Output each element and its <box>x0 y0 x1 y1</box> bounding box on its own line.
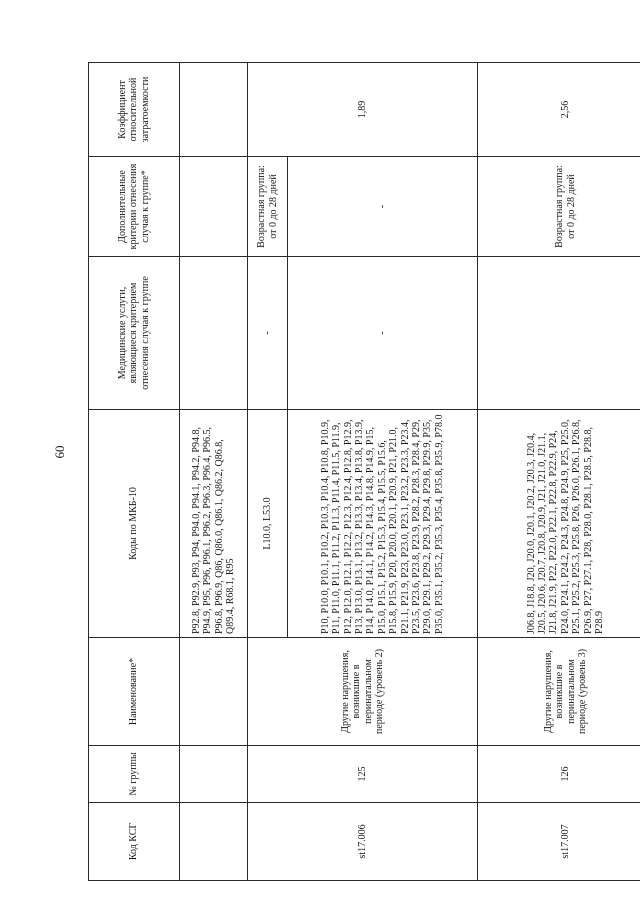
cell-criteria: Возрастная группа: от 0 до 28 дней <box>248 157 288 257</box>
cell-icd-codes: P10, P10.0, P10.1, P10.2, P10.3, P10.4, P10.8, P10.9, P11, P11.0, P11.1, P11.2, P11.3, P11.4, P11.5, P11.9, P12, P12.0, P12.1, P12.2, P12.3, P12.4, P12.8, P12.9, P13, P13.0, P13.1, P13.2, P13.3, P13.4, P13.8, P13.9, P14, P14.0, P14.1, P14.2, P14.3, P14.8, P14.9, P15, P15.0, P15.1, P15.2, P15.3, P15.4, P15.5, P15.6, P15.8, P15.9, P20, P20.0, P20.1, P20.9, P21, P21.0, P21.1, P21.9, P23, P23.0, P23.1, P23.2, P23.3, P23.4, P23.5, P23.6, P23.8, P23.9, P28.2, P28.3, P28.4, P29, P29.0, P29.1, P29.2, P29.3, P29.4, P29.8, P29.9, P35, P35.0, P35.1, P35.2, P35.3, P35.4, P35.8, P35.9, P78.0 <box>288 410 478 638</box>
table-row <box>248 63 288 881</box>
cell-services <box>180 257 248 410</box>
cell-code: st17.007 <box>478 803 640 881</box>
cell-icd-codes: P92.8, P92.9, P93, P94, P94.0, P94.1, P94.2, P94.8, P94.9, P95, P96, P96.1, P96.2, P96.3, P96.4, P96.5, P96.8, P96.9, Q86, Q86.0, Q86.1, Q86.2, Q86.8, Q89.4, R68.1, R95 <box>180 410 248 638</box>
cell-services: - <box>248 257 288 410</box>
cell-coefficient <box>180 63 248 157</box>
cell-group: 126 <box>478 746 640 803</box>
cell-name: Другие нарушения, возникшие в перинатальном периоде (уровень 3) <box>478 638 640 746</box>
cell-criteria: - <box>288 157 478 257</box>
ksg-table <box>88 62 640 881</box>
cell-group: 125 <box>248 746 478 803</box>
header-row <box>89 63 180 881</box>
cell-name: Другие нарушения, возникшие в перинатальном периоде (уровень 2) <box>248 638 478 746</box>
cell-group <box>180 746 248 803</box>
header-group-no: № группы <box>89 746 180 803</box>
cell-icd-codes: L10.0, L53.0 <box>248 410 288 638</box>
cell-services <box>478 257 640 410</box>
header-code-ksg: Код КСГ <box>89 803 180 881</box>
cell-name <box>180 638 248 746</box>
header-coefficient: Коэффициент относительной затратоемкости <box>89 63 180 157</box>
cell-coefficient: 2,56 <box>478 63 640 157</box>
cell-code: st17.006 <box>248 803 478 881</box>
ksg-table-sheet <box>88 63 640 881</box>
header-name: Наименование* <box>89 638 180 746</box>
header-services: Медицинские услуги, являющиеся критерием отнесения случая к группе <box>89 257 180 410</box>
page-number: 60 <box>52 445 67 459</box>
cell-services: - <box>288 257 478 410</box>
cell-coefficient: 1,89 <box>248 63 478 157</box>
cell-icd-codes: J06.8, J18.8, J20, J20.0, J20.1, J20.2, J20.3, J20.4, J20.5, J20.6, J20.7, J20.8, J20.9, J21, J21.0, J21.1, J21.8, J21.9, P22, P22.0, P22.1, P22.8, P22.9, P24, P24.0, P24.1, P24.2, P24.3, P24.8, P24.9, P25, P25.0, P25.1, P25.2, P25.3, P25.8, P26, P26.0, P26.1, P26.8, P26.9, P27, P27.1, P28, P28.0, P28.1, P28.5, P28.8, P28.9 <box>478 410 640 638</box>
header-icd-codes: Коды по МКБ-10 <box>89 410 180 638</box>
cell-code <box>180 803 248 881</box>
table-row <box>478 63 640 881</box>
cell-criteria: Возрастная группа: от 0 до 28 дней <box>478 157 640 257</box>
cell-criteria <box>180 157 248 257</box>
table-row <box>180 63 248 881</box>
header-extra-criteria: Дополнительные критерии отнесения случая к группе* <box>89 157 180 257</box>
